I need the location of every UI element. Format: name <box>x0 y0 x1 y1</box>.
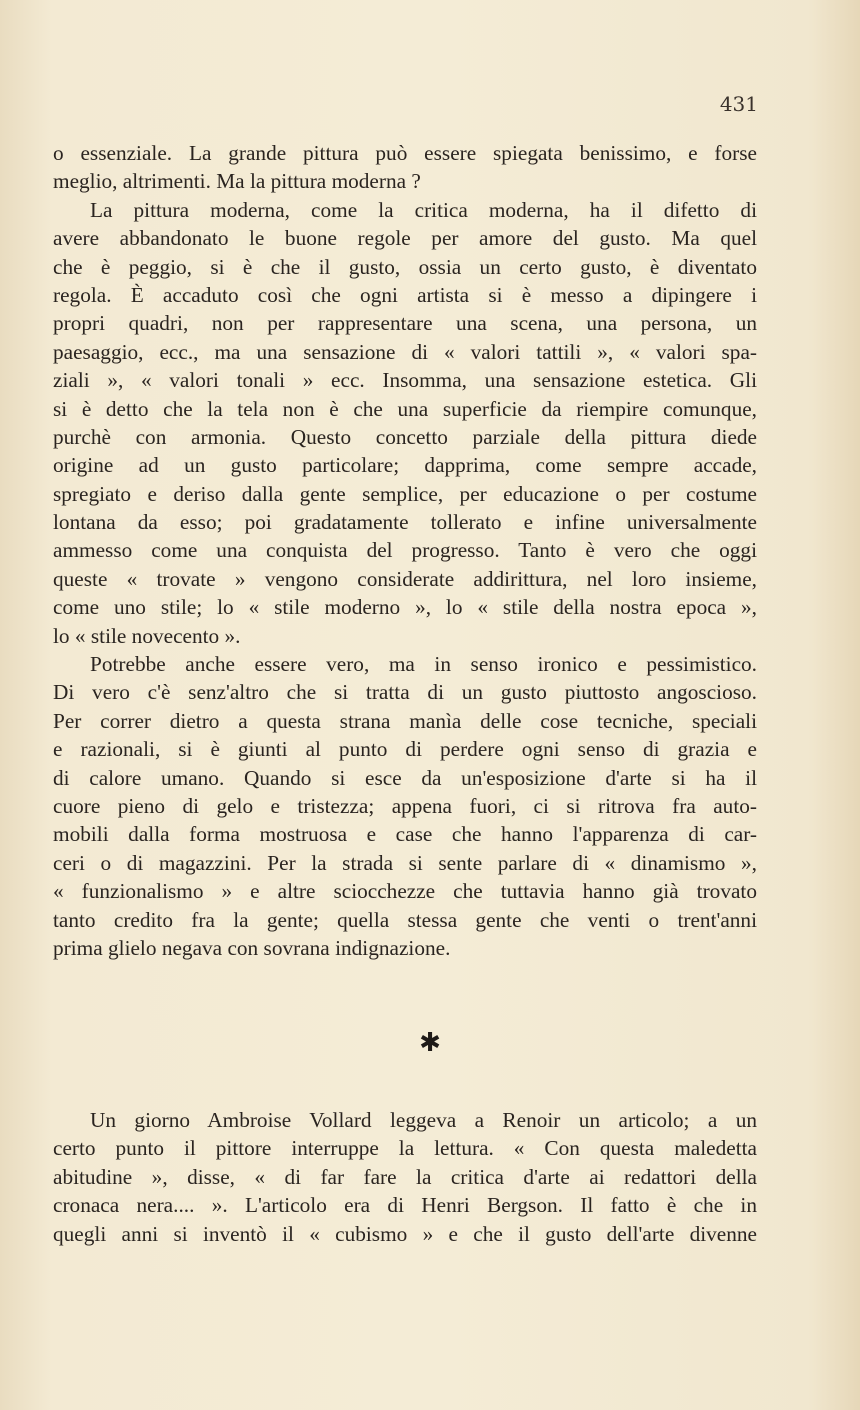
section-separator-asterisk: ✱ <box>419 1028 441 1058</box>
text-line: prima glielo negava con sovrana indignazione. <box>53 935 451 960</box>
text-line: lontana da esso; poi gradatamente tollerato e infine universalmente <box>53 510 757 535</box>
text-line: propri quadri, non per rappresentare una scena, una persona, un <box>53 311 757 336</box>
next-section-text-block <box>53 1106 757 1248</box>
text-line: o essenziale. La grande pittura può essere spiegata benissimo, e forse <box>53 141 757 165</box>
text-line: mobili dalla forma mostruosa e case che hanno l'apparenza di car- <box>53 822 757 847</box>
paragraph-3 <box>53 650 757 962</box>
text-line: Per correr dietro a questa strana manìa delle cose tecniche, speciali <box>53 708 757 733</box>
text-line: La pittura moderna, come la critica moderna, ha il difetto di <box>90 197 757 222</box>
text-line: si è detto che la tela non è che una superficie da riempire comunque, <box>53 396 757 421</box>
text-line: cuore pieno di gelo e tristezza; appena fuori, ci si ritrova fra auto- <box>53 793 757 818</box>
text-line: che è peggio, si è che il gusto, ossia un certo gusto, è diventato <box>53 254 757 279</box>
text-line: meglio, altrimenti. Ma la pittura moderna ? <box>53 169 421 194</box>
text-line: queste « trovate » vengono considerate addirittura, nel loro insieme, <box>53 566 757 591</box>
text-line: certo punto il pittore interruppe la lettura. « Con questa maledetta <box>53 1136 757 1161</box>
text-line: avere abbandonato le buone regole per amore del gusto. Ma quel <box>53 226 757 251</box>
text-line: tanto credito fra la gente; quella stessa gente che venti o trent'anni <box>53 907 757 932</box>
main-text-block <box>53 139 757 962</box>
page-number: 431 <box>719 92 758 116</box>
paragraph-1 <box>53 139 757 196</box>
text-line: « funzionalismo » e altre sciocchezze che tuttavia hanno già trovato <box>53 879 757 904</box>
text-line: quegli anni si inventò il « cubismo » e che il gusto dell'arte divenne <box>53 1221 757 1246</box>
text-line: Un giorno Ambroise Vollard leggeva a Renoir un articolo; a un <box>90 1108 757 1132</box>
text-line: ammesso come una conquista del progresso. Tanto è vero che oggi <box>53 538 757 563</box>
text-line: paesaggio, ecc., ma una sensazione di « valori tattili », « valori spa- <box>53 339 757 364</box>
paragraph-4 <box>53 1106 757 1248</box>
text-line: cronaca nera.... ». L'articolo era di Henri Bergson. Il fatto è che in <box>53 1193 757 1218</box>
text-line: ceri o di magazzini. Per la strada si sente parlare di « dinamismo », <box>53 850 757 875</box>
text-line: abitudine », disse, « di far fare la critica d'arte ai redattori della <box>53 1164 757 1189</box>
text-line: come uno stile; lo « stile moderno », lo « stile della nostra epoca », <box>53 595 757 620</box>
text-line: purchè con armonia. Questo concetto parziale della pittura diede <box>53 424 757 449</box>
text-line: ziali », « valori tonali » ecc. Insomma, una sensazione estetica. Gli <box>53 368 757 393</box>
text-line: lo « stile novecento ». <box>53 623 241 648</box>
paragraph-2 <box>53 196 757 650</box>
text-line: origine ad un gusto particolare; dapprima, come sempre accade, <box>53 453 757 478</box>
text-line: di calore umano. Quando si esce da un'esposizione d'arte si ha il <box>53 765 757 790</box>
text-line: spregiato e deriso dalla gente semplice, per educazione o per costume <box>53 481 757 506</box>
text-line: regola. È accaduto così che ogni artista si è messo a dipingere i <box>53 282 757 307</box>
text-line: Potrebbe anche essere vero, ma in senso ironico e pessimistico. <box>90 652 757 677</box>
text-line: Di vero c'è senz'altro che si tratta di un gusto piuttosto angoscioso. <box>53 680 757 705</box>
text-line: e razionali, si è giunti al punto di perdere ogni senso di grazia e <box>53 737 757 762</box>
